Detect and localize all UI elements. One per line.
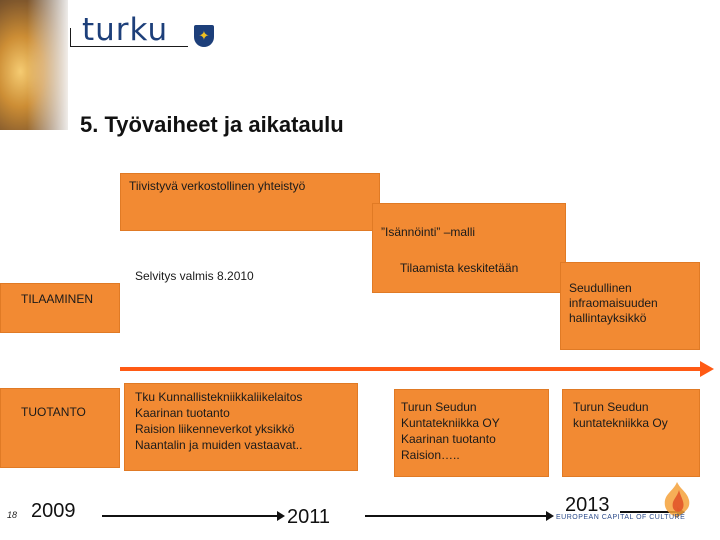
box-turun-oy-line: kuntatekniikka Oy (573, 416, 668, 430)
box-turun-oy (562, 389, 700, 477)
timeline-line (365, 515, 549, 517)
year-2011: 2011 (287, 506, 331, 528)
arrow-head-icon (546, 511, 554, 521)
box-isannointi-line1: ”Isännöinti” –malli (381, 225, 476, 239)
box-tku (124, 383, 358, 471)
timeline-arrow (120, 367, 704, 371)
box-tuotanto-text: TUOTANTO (21, 405, 86, 419)
box-isannointi-line2: Tilaamista keskitetään (400, 261, 519, 275)
year-2009: 2009 (31, 500, 76, 522)
header-photo (0, 0, 68, 130)
box-tilaaminen (0, 283, 120, 333)
box-turun-kuntatekniikka-line: Kuntatekniikka OY (401, 416, 500, 430)
box-tuotanto (0, 388, 120, 468)
box-seudullinen (560, 262, 700, 350)
slide-title: 5. Työvaiheet ja aikataulu (80, 112, 344, 137)
box-turun-kuntatekniikka (394, 389, 549, 477)
box-tku-line: Naantalin ja muiden vastaavat.. (135, 438, 303, 452)
box-turun-kuntatekniikka-line: Raision….. (401, 448, 460, 462)
turku-logo: turku (82, 12, 169, 48)
box-turun-oy-line: Turun Seudun (573, 400, 649, 414)
logo-frame-line (70, 28, 71, 46)
box-seudullinen-text: Seudullinen infraomaisuuden hallintayksikkö (569, 281, 658, 325)
box-tku-line: Kaarinan tuotanto (135, 406, 230, 420)
arrow-head-icon (277, 511, 285, 521)
box-turun-kuntatekniikka-line: Kaarinan tuotanto (401, 432, 496, 446)
box-tiivistyva (120, 173, 380, 231)
turku-crest-icon: ✦ (194, 25, 214, 47)
box-tilaaminen-text: TILAAMINEN (21, 292, 94, 306)
timeline-line (102, 515, 280, 517)
box-tiivistyva-text: Tiivistyvä verkostollinen yhteistyö (129, 179, 306, 193)
selvitys-label: Selvitys valmis 8.2010 (135, 269, 254, 283)
box-tku-line: Raision liikenneverkot yksikkö (135, 422, 295, 436)
box-turun-kuntatekniikka-line: Turun Seudun (401, 400, 477, 414)
box-isannointi (372, 203, 566, 293)
year-2013: 2013 (565, 494, 610, 516)
page-number: 18 (7, 510, 18, 520)
arrow-head-icon (700, 361, 714, 377)
capital-of-culture-text: EUROPEAN CAPITAL OF CULTURE (556, 514, 686, 521)
box-tku-line: Tku Kunnallistekniikkaliikelaitos (135, 390, 303, 404)
